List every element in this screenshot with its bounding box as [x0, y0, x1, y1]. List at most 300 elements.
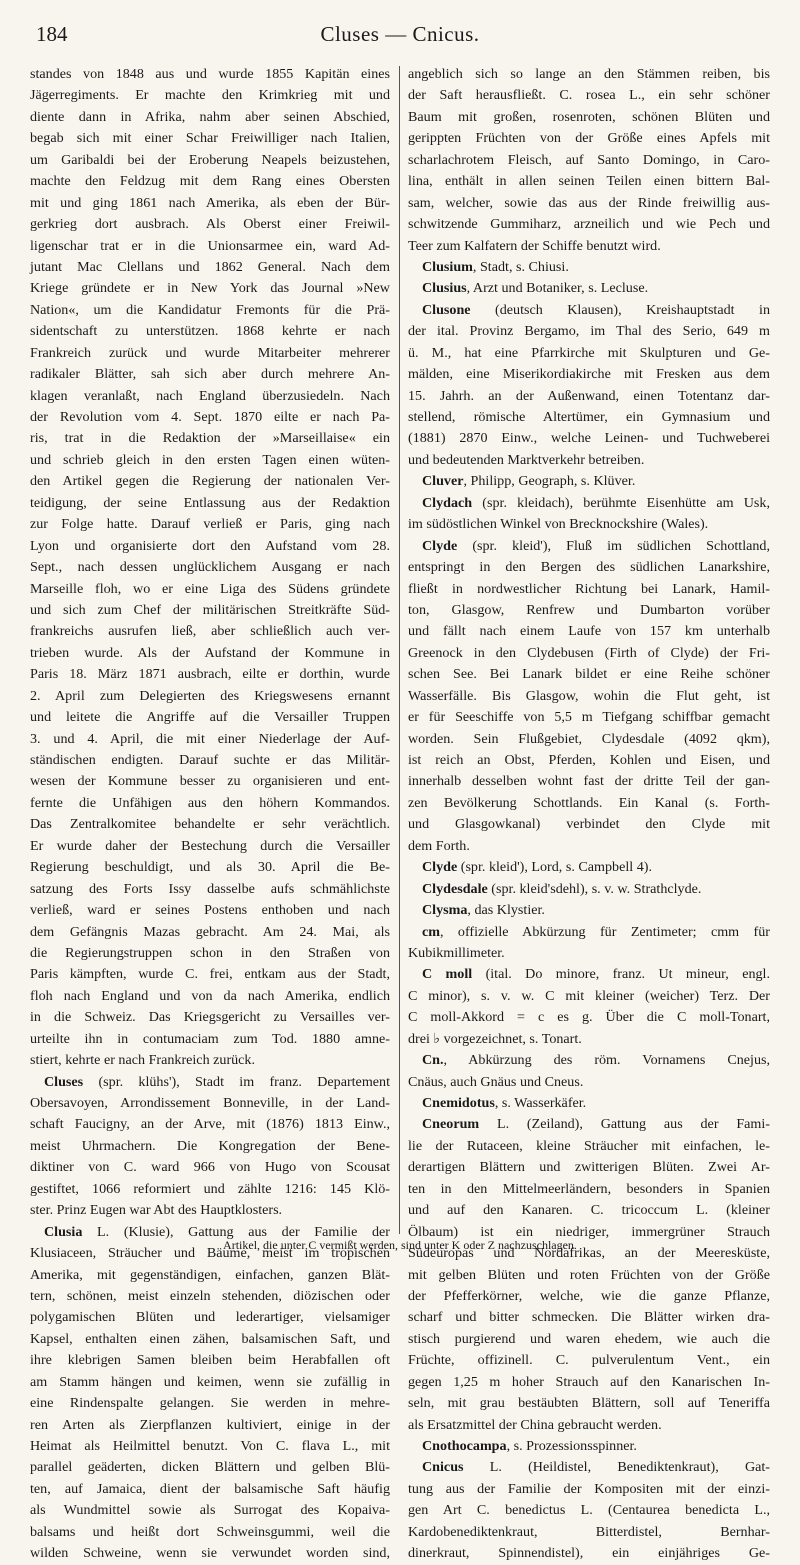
text-line	[30, 386, 390, 407]
entry-headword: Cnemidotus	[422, 1095, 495, 1111]
entry-headword: Clusone	[422, 301, 471, 318]
text-line	[408, 64, 770, 85]
text-line	[30, 900, 390, 921]
text-line	[30, 857, 390, 878]
line-text: schwitzende Gummiharz, arzneilich und wie Pech und	[408, 216, 770, 233]
line-text: Amerika, mit gegenständigen, einfachen, ganzen Blät-	[30, 1266, 390, 1283]
line-text: lina, enthält in allen seinen Teilen einen bittern Bal-	[408, 173, 770, 190]
line-text: und auf den Kanaren. C. tricoccum L. (kleiner	[408, 1202, 770, 1219]
text-line	[408, 943, 770, 964]
line-text: ü. M., hat eine Pfarrkirche mit Skulpturen und Ge-	[408, 344, 770, 361]
text-line	[30, 943, 390, 964]
line-text: mit gelben Blüten und roten Früchten von der Größe	[408, 1266, 770, 1283]
line-text: Nation«, um die Kandidatur Fremonts für die Prä-	[30, 301, 390, 318]
text-line	[30, 664, 390, 685]
text-line	[30, 107, 390, 128]
line-text: (spr. kleidach), berühmte Eisenhütte am Usk,	[472, 494, 770, 511]
running-head: Cluses — Cnicus.	[320, 22, 480, 46]
text-line	[408, 321, 770, 342]
text-line	[30, 150, 390, 171]
line-text: standes von 1848 aus und wurde 1855 Kapitän eines	[30, 66, 390, 82]
text-line	[30, 364, 390, 385]
text-line	[30, 514, 390, 535]
text-line	[30, 1436, 390, 1457]
entry-start-line	[408, 1050, 770, 1071]
line-text: der Revolution vom 4. Sept. 1870 eilte er nach Pa-	[30, 409, 390, 425]
entry-start-line	[408, 278, 770, 299]
line-text: klagen veranlaßt, nach England überzusiedeln. Nach	[30, 387, 390, 404]
entry-headword: Cluses	[44, 1073, 84, 1090]
text-line	[408, 686, 770, 707]
text-line	[30, 1157, 390, 1178]
line-text: C moll-Akkord = c es g. Über die C moll-Tonart,	[408, 1009, 770, 1026]
line-text: L. (Zeiland), Gattung aus der Fami-	[479, 1116, 770, 1133]
line-text: am Stamm hängen und keimen, wenn sie zufällig in	[30, 1373, 390, 1390]
line-text: gerkrieg dort ausbrach. Als Oberst einer Freiwil-	[30, 216, 390, 233]
line-text: C minor), s. v. w. C mit kleiner (weicher) Terz. Der	[408, 987, 770, 1004]
text-line	[30, 557, 390, 578]
line-text: ris, trat in die Redaktion der »Marseillaise« ein	[30, 430, 390, 447]
line-text: fließt in nordwestlicher Richtung bei Lanark, Hamil-	[408, 580, 770, 597]
line-text: parallel geäderten, dicken Blättern und gelben Blü-	[30, 1459, 390, 1476]
text-line	[408, 814, 770, 835]
line-text: Südeuropas und Nordafrikas, an der Meeresküste,	[408, 1245, 770, 1262]
line-text: der Pfefferkörner, welche, wie die ganze Pflanze,	[408, 1287, 770, 1304]
text-line	[408, 1200, 770, 1221]
line-text: trieben wurde. Als der Aufstand der Kommune in	[30, 644, 390, 661]
line-text: diente dann in Afrika, nahm aber seinen Abschied,	[30, 108, 390, 125]
entry-start-line	[408, 900, 770, 921]
text-line	[408, 771, 770, 792]
text-line	[30, 707, 390, 728]
text-line	[30, 193, 390, 214]
entry-headword: Clyde	[422, 537, 458, 554]
entry-headword: Clydach	[422, 494, 473, 511]
line-text: ten, auf Jamaica, dient der balsamische Saft häufig	[30, 1480, 390, 1497]
text-line	[30, 128, 390, 149]
line-text: Baum mit großen, rosenroten, schönen Blüten und	[408, 108, 770, 125]
text-line	[408, 579, 770, 600]
text-line	[30, 1050, 390, 1071]
text-line	[30, 278, 390, 299]
text-line	[408, 707, 770, 728]
line-text: der ital. Provinz Bergamo, im Thal des Serio, 649 m	[408, 323, 770, 340]
line-text: L. (Heildistel, Benediktenkraut), Gat-	[463, 1459, 770, 1476]
line-text: dem Gefängnis Mazas gebracht. Am 24. Mai, als	[30, 923, 390, 940]
text-line	[408, 1286, 770, 1307]
text-line	[408, 343, 770, 364]
text-line	[408, 450, 770, 471]
text-line	[30, 922, 390, 943]
line-text: urteilte ihn in contumaciam zum Tod. 1880 amne-	[30, 1030, 390, 1047]
entry-start-line	[408, 536, 770, 557]
line-text: schaft Faucigny, an der Arve, mit (1876) 1813 Einw.,	[30, 1116, 390, 1133]
line-text: , das Klystier.	[467, 902, 545, 919]
text-line	[30, 793, 390, 814]
line-text: diktiner von C. ward 966 von Hugo von Scousat	[30, 1159, 390, 1176]
line-text: begab sich mit einer Schar Freiwilliger nach Italien,	[30, 130, 390, 147]
text-line	[30, 536, 390, 557]
text-line	[408, 750, 770, 771]
line-text: in die Schweiz. Das Kriegsgericht zu Versailles ver-	[30, 1009, 390, 1026]
text-line	[30, 964, 390, 985]
text-line	[408, 1157, 770, 1178]
text-line	[30, 428, 390, 449]
text-line	[408, 386, 770, 407]
line-text: und fällt nach einem Laufe von 157 km unterhalb	[408, 623, 770, 640]
line-text: und schrieb gleich in den ersten Tagen einen wüten-	[30, 451, 390, 468]
text-line	[408, 1500, 770, 1521]
line-text: scharf und bitter schmecken. Die Blätter wirken dra-	[408, 1309, 770, 1326]
text-line	[30, 171, 390, 192]
line-text: (deutsch Klausen), Kreishauptstadt in	[470, 301, 770, 318]
line-text: ständischen endigten. Darauf suchte er das Militär-	[30, 752, 390, 768]
line-text: machte den Feldzug mit dem Rang eines Obersten	[30, 173, 390, 190]
line-text: ihre klebrigen Samen bleiben beim Herabfallen oft	[30, 1352, 390, 1369]
right-column	[408, 64, 770, 1562]
entry-start-line	[408, 493, 770, 514]
line-text: balsams und heißt dort Schweinsgummi, weil die	[30, 1523, 390, 1540]
text-line	[30, 407, 390, 428]
column-divider	[399, 66, 400, 1234]
text-line	[408, 428, 770, 449]
text-line	[30, 493, 390, 514]
text-line	[30, 1457, 390, 1478]
text-line	[408, 1372, 770, 1393]
text-line	[408, 600, 770, 621]
line-text: mälden, eine Miserikordiakirche mit Fresken aus dem	[408, 366, 770, 383]
entry-headword: Cnicus	[422, 1459, 464, 1476]
line-text: wesen der Kommune besser zu organisieren und ent-	[30, 773, 390, 790]
text-line	[30, 1007, 390, 1028]
text-line	[408, 1072, 770, 1093]
line-text: meist Uhrmachern. Die Kongregation der Bene-	[30, 1137, 390, 1154]
text-line	[30, 1136, 390, 1157]
text-line	[408, 557, 770, 578]
text-line	[30, 1543, 390, 1564]
text-line	[30, 750, 390, 771]
line-text: jutant Mac Clellans und 1862 General. Nach dem	[30, 258, 390, 275]
text-line	[30, 300, 390, 321]
text-line	[30, 1200, 390, 1221]
line-text: Lyon und organisierte dort den Aufstand vom 28.	[30, 537, 390, 554]
line-text: Teer zum Kalfatern der Schiffe benutzt wird.	[408, 237, 661, 254]
text-line	[30, 986, 390, 1007]
line-text: , s. Wasserkäfer.	[494, 1095, 587, 1111]
line-text: Ölbaum) ist ein niedriger, immergrüner Strauch	[408, 1223, 770, 1240]
entry-start-line	[408, 964, 770, 985]
text-line	[30, 214, 390, 235]
line-text: als Wundmittel sowie als Surrogat des Kopaiva-	[30, 1502, 390, 1519]
line-text: und sich zum Chef der militärischen Streitkräfte Süd-	[30, 601, 390, 618]
text-line	[30, 1307, 390, 1328]
text-line	[408, 1543, 770, 1564]
line-text: die Regierungstruppen schon in den Straßen von	[30, 944, 390, 961]
line-text: Obersavoyen, Arrondissement Bonneville, in der Land-	[30, 1095, 390, 1111]
text-line	[30, 621, 390, 642]
text-line	[408, 1179, 770, 1200]
text-line	[30, 1114, 390, 1135]
entry-start-line	[408, 257, 770, 278]
text-line	[408, 1029, 770, 1050]
line-text: (spr. kleid'sdehl), s. v. w. Strathclyde.	[487, 880, 702, 897]
line-text: stiert, kehrte er nach Frankreich zurück.	[30, 1052, 256, 1069]
text-line	[30, 1179, 390, 1200]
text-line	[408, 364, 770, 385]
line-text: , Arzt und Botaniker, s. Lecluse.	[466, 280, 649, 297]
line-text: drei ♭ vorgezeichnet, s. Tonart.	[408, 1030, 582, 1047]
text-line	[408, 150, 770, 171]
line-text: dinerkraut, Spinnendistel), ein einjähriges Ge-	[408, 1545, 770, 1562]
line-text: seln, mit grau bestäubten Blättern, soll auf Teneriffa	[408, 1395, 770, 1412]
line-text: 3. und 4. April, die mit einer Niederlage der Auf-	[30, 730, 390, 747]
text-line	[408, 621, 770, 642]
text-line	[30, 1350, 390, 1371]
line-text: Regierung beschuldigt, und als 30. April die Be-	[30, 859, 390, 876]
text-line	[408, 1350, 770, 1371]
line-text: (ital. Do minore, franz. Ut mineur, engl.	[472, 966, 770, 983]
text-line	[30, 579, 390, 600]
text-line	[30, 321, 390, 342]
entry-start-line	[408, 1457, 770, 1478]
text-line	[30, 1415, 390, 1436]
text-line	[408, 107, 770, 128]
line-text: zen Bevölkerung Schottlands. Ein Kanal (s. Forth-	[408, 794, 770, 811]
text-line	[30, 1093, 390, 1114]
line-text: Cnäus, auch Gnäus und Cneus.	[408, 1073, 584, 1090]
line-text: Jägerregiments. Er machte den Krimkrieg mit und	[30, 87, 390, 104]
line-text: sam, welcher, sowie das aus der Rinde freiwillig aus-	[408, 194, 770, 211]
page-header	[0, 22, 800, 56]
text-line	[30, 1329, 390, 1350]
line-text: um Garibaldi bei der Eroberung Neapels beizustehen,	[30, 151, 390, 168]
line-text: ten in den Mittelmeerländern, besonders in Spanien	[408, 1180, 770, 1197]
entry-headword: Clydesdale	[422, 880, 488, 897]
line-text: frankreichs ausrufen ließ, aber schließlich auch ver-	[30, 623, 390, 640]
text-line	[408, 407, 770, 428]
line-text: lie der Rutaceen, kleine Sträucher mit einfachen, le-	[408, 1137, 770, 1154]
line-text: Marseille floh, wo er eine Liga des Südens gründete	[30, 580, 390, 597]
line-text: scharlachrotem Fleisch, auf Santo Domingo, in Caro-	[408, 151, 770, 168]
entry-headword: Clysma	[422, 902, 468, 919]
text-line	[408, 1265, 770, 1286]
line-text: gerippten Früchten von der Größe eines Apfels mit	[408, 130, 770, 147]
line-text: Greenock in den Clydebusen (Firth of Clyde) der Fri-	[408, 644, 770, 661]
line-text: wilden Schweine, wenn sie verwundet worden sind,	[30, 1545, 390, 1562]
text-line	[30, 471, 390, 492]
entry-headword: Clusium	[422, 258, 473, 275]
line-text: zur Folge hatte. Darauf verließ er Paris, ging nach	[30, 516, 390, 533]
text-line	[30, 814, 390, 835]
text-line	[30, 836, 390, 857]
text-line	[30, 771, 390, 792]
line-text: entspringt in den Bergen des südlichen Lanarkshire,	[408, 559, 770, 576]
entry-start-line	[408, 471, 770, 492]
text-line	[30, 1522, 390, 1543]
text-line	[408, 193, 770, 214]
text-line	[30, 879, 390, 900]
line-text: und bedeutenden Marktverkehr betreiben.	[408, 451, 645, 468]
entry-headword: Clyde	[422, 859, 458, 876]
line-text: er für Seeschiffe von 5,5 m Tiefgang schiffbar gemacht	[408, 709, 770, 726]
line-text: , offizielle Abkürzung für Zentimeter; cmm für	[440, 923, 770, 940]
line-text: den Artikel gegen die Regierung der nationalen Ver-	[30, 473, 390, 490]
text-line	[408, 986, 770, 1007]
text-line	[408, 236, 770, 257]
line-text: , Abkürzung des röm. Vornamens Cnejus,	[443, 1052, 770, 1069]
text-line	[408, 171, 770, 192]
text-line	[408, 1415, 770, 1436]
line-text: gegen 1,25 m hoher Strauch auf den Kanarischen In-	[408, 1373, 770, 1390]
text-line	[30, 643, 390, 664]
entry-headword: cm	[422, 923, 440, 940]
text-line	[30, 729, 390, 750]
entry-headword: Clusius	[422, 280, 467, 297]
line-text: Kapsel, enthalten einen zähen, balsamischen Saft, und	[30, 1330, 390, 1347]
line-text: ligenschar trat er in die Unionsarmee ein, ward Ad-	[30, 237, 390, 254]
entry-start-line	[30, 1072, 390, 1093]
line-text: als Ersatzmittel der China gebraucht werden.	[408, 1416, 662, 1433]
line-text: Das Zentralkomitee behandelte er sehr verächtlich.	[30, 816, 390, 833]
line-text: sidentschaft zu unterstützen. 1868 kehrte er nach	[30, 323, 390, 340]
line-text: (spr. klühs'), Stadt im franz. Departement	[83, 1073, 390, 1090]
text-line	[30, 1479, 390, 1500]
line-text: , Stadt, s. Chiusi.	[472, 258, 569, 275]
line-text: derartigen Blättern und zwitterigen Blüten. Zwei Ar-	[408, 1159, 770, 1176]
line-text: Kriege gründete er in New York das Journal »New	[30, 280, 390, 297]
text-line	[30, 1372, 390, 1393]
line-text: teidigung, der seine Entlassung aus der Redaktion	[30, 494, 390, 511]
text-line	[408, 1007, 770, 1028]
line-text: Kardobenediktenkraut, Bitterdistel, Bernhar-	[408, 1523, 770, 1540]
entry-start-line	[408, 300, 770, 321]
text-line	[408, 793, 770, 814]
entry-headword: C moll	[422, 966, 473, 983]
line-text: Kubikmillimeter.	[408, 944, 505, 961]
line-text: im südöstlichen Winkel von Brecknockshire (Wales).	[408, 516, 709, 533]
line-text: tern, schönen, meist einzeln stehenden, diözischen oder	[30, 1287, 390, 1304]
line-text: 15. Jahrh. an der Außenwand, einen Totentanz dar-	[408, 387, 770, 404]
text-line	[30, 600, 390, 621]
line-text: stisch purgierend und waren ehedem, wie auch die	[408, 1330, 770, 1347]
text-line	[408, 1136, 770, 1157]
line-text: innerhalb desselben wohnt fast der dritte Teil der gan-	[408, 773, 770, 790]
text-line	[408, 643, 770, 664]
line-text: L. (Klusie), Gattung aus der Familie der	[82, 1223, 390, 1240]
line-text: , s. Prozessionsspinner.	[506, 1438, 637, 1454]
entry-headword: Cluver	[422, 473, 464, 490]
line-text: mit und ging 1861 nach Amerika, als eben der Bür-	[30, 194, 390, 211]
text-line	[30, 1029, 390, 1050]
line-text: ton, Glasgow, Renfrew und Dumbarton vorüber	[408, 601, 770, 618]
line-text: angeblich sich so lange an den Stämmen reiben, bis	[408, 66, 770, 82]
text-line	[30, 1500, 390, 1521]
entry-start-line	[408, 1093, 770, 1114]
text-line	[408, 1329, 770, 1350]
entry-start-line	[408, 857, 770, 878]
line-text: Wasserfälle. Bis Glasgow, wohin die Flut geht, ist	[408, 687, 770, 704]
line-text: polygamischen Blüten und lederartiger, vielsamiger	[30, 1309, 390, 1326]
line-text: Paris 18. März 1871 ausbrach, eilte er dorthin, wurde	[30, 666, 390, 683]
text-line	[408, 128, 770, 149]
text-line	[30, 1265, 390, 1286]
text-line	[408, 85, 770, 106]
text-line	[408, 664, 770, 685]
entry-start-line	[408, 879, 770, 900]
line-text: ster. Prinz Eugen war Abt des Hauptklosters.	[30, 1202, 283, 1219]
entry-start-line	[408, 922, 770, 943]
line-text: ren Arten als Zierpflanzen kultiviert, einige in der	[30, 1416, 390, 1433]
line-text: Paris kämpften, wurde C. frei, entkam aus der Stadt,	[30, 966, 390, 983]
line-text: tung aus der Familie der Kompositen mit der einzi-	[408, 1480, 770, 1497]
line-text: dem Forth.	[408, 837, 470, 854]
line-text: gen Art C. benedictus L. (Centaurea benedicta L.,	[408, 1502, 770, 1519]
line-text: eine Rindenspalte gelangen. Sie werden in mehre-	[30, 1395, 390, 1412]
line-text: Frankreich zurück und wurde Mitarbeiter mehrerer	[30, 344, 390, 361]
entry-start-line	[408, 1436, 770, 1457]
line-text: floh nach England und von da nach Amerika, endlich	[30, 987, 390, 1004]
line-text: und leitete die Angriffe auf die Versailler Truppen	[30, 709, 390, 726]
line-text: (spr. kleid'), Lord, s. Campbell 4).	[457, 859, 652, 876]
line-text: stellend, römische Altertümer, ein Gymnasium und	[408, 409, 770, 425]
line-text: (spr. kleid'), Fluß im südlichen Schottland,	[457, 537, 770, 554]
line-text: gestiftet, 1066 reformiert und zählte 1216: 145 Klö-	[30, 1180, 390, 1197]
line-text: und Glasgowkanal) verbindet den Clyde mit	[408, 816, 770, 833]
entry-headword: Clusia	[44, 1223, 83, 1240]
text-line	[30, 450, 390, 471]
text-line	[30, 1393, 390, 1414]
line-text: der Saft herausfließt. C. rosea L., ein sehr schöner	[408, 87, 770, 104]
text-line	[30, 85, 390, 106]
line-text: , Philipp, Geograph, s. Klüver.	[463, 473, 636, 490]
page-number: 184	[36, 22, 68, 46]
page-footer-note: Artikel, die unter C vermißt werden, sind unter K oder Z nachzuschlagen.	[223, 1238, 577, 1252]
text-line	[30, 236, 390, 257]
text-line	[408, 1307, 770, 1328]
text-line	[30, 64, 390, 85]
line-text: Sept., nach dessen unglücklichem Ausgang er nach	[30, 559, 390, 576]
line-text: ist reich an Obst, Pferden, Kohlen und Eisen, und	[408, 752, 770, 768]
entry-headword: Cn.	[422, 1052, 444, 1069]
line-text: Heimat als Heilmittel benutzt. Von C. flava L., mit	[30, 1438, 390, 1454]
text-line	[30, 686, 390, 707]
entry-headword: Cneorum	[422, 1116, 480, 1133]
text-line	[30, 257, 390, 278]
text-line	[408, 836, 770, 857]
line-text: worden. Sein Flußgebiet, Clydesdale (4092 qkm),	[408, 730, 770, 747]
text-line	[408, 729, 770, 750]
text-line	[30, 1286, 390, 1307]
line-text: fernte die Unfähigen aus den höhern Kommandos.	[30, 794, 390, 811]
line-text: Früchte, offizinell. C. pulverulentum Vent., ein	[408, 1352, 770, 1369]
line-text: radikaler Blätter, sah sich aber durch mehrere An-	[30, 366, 390, 383]
entry-headword: Cnothocampa	[422, 1438, 507, 1454]
left-column	[30, 64, 390, 1562]
line-text: schen See. Bei Lanark bildet er eine Reihe schöner	[408, 666, 770, 683]
text-line	[408, 1393, 770, 1414]
text-line	[408, 514, 770, 535]
line-text: satzung des Forts Issy dasselbe aufs schmählichste	[30, 880, 390, 897]
text-line	[30, 343, 390, 364]
text-line	[408, 1479, 770, 1500]
text-line	[408, 1522, 770, 1543]
line-text: (1881) 2870 Einw., welche Leinen- und Tuchweberei	[408, 430, 770, 447]
line-text: 2. April zum Delegierten des Kriegswesens ernannt	[30, 687, 390, 704]
text-line	[408, 214, 770, 235]
entry-start-line	[408, 1114, 770, 1135]
line-text: verließ, ward er seines Postens enthoben und nach	[30, 902, 390, 919]
line-text: Er wurde daher der Bestechung durch die Versailler	[30, 837, 390, 854]
